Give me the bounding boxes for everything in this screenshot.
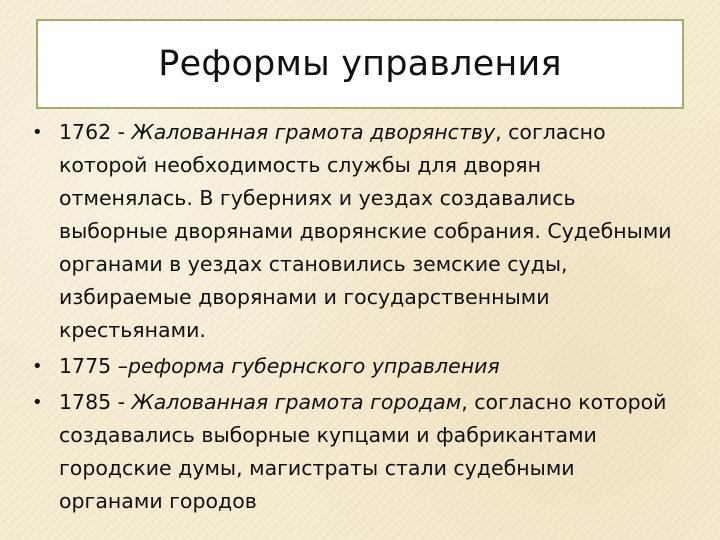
bullet-description: , согласно которой необходимость службы для дворян отменялась. В губерниях и уездах создавались выборные дворянами дворянские собрания. Судебными органами в уездах становились земские суды, избираемые дворянами и государственными крестьянами. bbox=[59, 120, 672, 342]
bullet-item-1775 bbox=[32, 350, 672, 383]
slide-title: Реформы управления bbox=[158, 44, 562, 84]
bullet-list bbox=[32, 116, 672, 521]
bullet-year-prefix: 1785 - bbox=[59, 390, 132, 414]
bullet-description: , согласно которой создавались выборные купцами и фабрикантами городские думы, магистраты стали судебными органами городов bbox=[59, 390, 667, 513]
bullet-item-1762 bbox=[32, 116, 672, 347]
bullet-marker: • bbox=[32, 122, 43, 143]
bullet-document-title: Жалованная грамота городам bbox=[131, 390, 462, 414]
bullet-marker: • bbox=[32, 356, 43, 377]
bullet-item-1785 bbox=[32, 386, 672, 518]
bullet-marker: • bbox=[32, 392, 43, 413]
bullet-year-prefix: 1775 bbox=[59, 354, 118, 378]
bullet-year-prefix: 1762 - bbox=[59, 120, 132, 144]
title-box bbox=[36, 19, 684, 109]
bullet-document-title: Жалованная грамота дворянству bbox=[131, 120, 496, 144]
bullet-document-title: –реформа губернского управления bbox=[117, 354, 500, 378]
